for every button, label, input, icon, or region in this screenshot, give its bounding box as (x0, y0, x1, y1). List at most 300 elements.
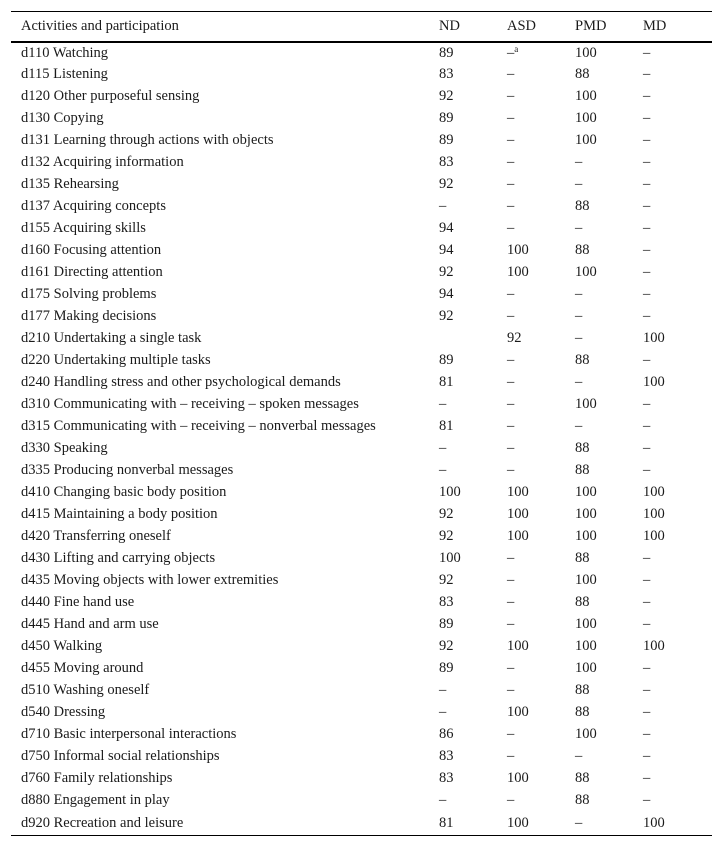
cell-pmd-text: 88 (575, 792, 590, 808)
table-row (11, 218, 712, 240)
cell-pmd (575, 262, 643, 284)
cell-nd-text: 92 (439, 638, 454, 654)
cell-activity-text: d335 Producing nonverbal messages (21, 462, 234, 478)
table-row (11, 152, 712, 174)
cell-nd-text: 81 (439, 374, 454, 390)
cell-asd-text: – (507, 66, 515, 82)
cell-md-text: 100 (643, 814, 665, 831)
cell-nd-text: 83 (439, 66, 454, 82)
header-pmd: PMD (575, 12, 643, 42)
cell-asd-text: – (507, 110, 515, 126)
table-row (11, 86, 712, 108)
cell-activity-text: d135 Rehearsing (21, 176, 119, 192)
cell-nd (439, 702, 507, 724)
cell-asd (507, 64, 575, 86)
cell-nd (439, 504, 507, 526)
cell-activity-text: d710 Basic interpersonal interactions (21, 726, 237, 742)
cell-md-text: – (643, 88, 651, 104)
cell-pmd-text: – (575, 330, 583, 346)
cell-activity-text: d310 Communicating with – receiving – spoken messages (21, 396, 359, 412)
cell-activity (11, 482, 439, 504)
cell-asd-text: – (507, 572, 515, 588)
table-row (11, 614, 712, 636)
cell-activity (11, 130, 439, 152)
cell-md-text: – (643, 418, 651, 434)
cell-asd-text: – (507, 462, 515, 478)
cell-activity-text: d177 Making decisions (21, 308, 157, 324)
cell-md (643, 240, 712, 262)
cell-md (643, 724, 712, 746)
cell-nd (439, 526, 507, 548)
cell-md (643, 812, 712, 836)
cell-asd (507, 658, 575, 680)
cell-md (643, 746, 712, 768)
cell-md (643, 658, 712, 680)
cell-md-text: – (643, 264, 651, 280)
table-row (11, 592, 712, 614)
cell-md-text: – (643, 704, 651, 720)
cell-nd-text: 89 (439, 616, 454, 632)
cell-activity-text: d210 Undertaking a single task (21, 330, 202, 346)
cell-md (643, 64, 712, 86)
table-row (11, 658, 712, 680)
cell-activity-text: d445 Hand and arm use (21, 616, 159, 632)
cell-md (643, 548, 712, 570)
cell-nd-text: 89 (439, 132, 454, 148)
cell-activity-text: d415 Maintaining a body position (21, 506, 218, 522)
cell-asd-text: 100 (507, 506, 529, 522)
cell-nd (439, 460, 507, 482)
cell-pmd (575, 416, 643, 438)
table-header (11, 12, 712, 42)
cell-asd (507, 328, 575, 350)
cell-asd (507, 790, 575, 812)
cell-md-text: – (643, 286, 651, 302)
data-table-container (11, 11, 712, 836)
cell-md-text: – (643, 726, 651, 742)
cell-nd-text: 92 (439, 308, 454, 324)
cell-activity-text: d220 Undertaking multiple tasks (21, 352, 211, 368)
cell-md-text: – (643, 352, 651, 368)
cell-nd (439, 790, 507, 812)
cell-activity (11, 240, 439, 262)
cell-nd-text: 89 (439, 110, 454, 126)
cell-activity (11, 570, 439, 592)
cell-pmd (575, 372, 643, 394)
cell-asd-text: – (507, 550, 515, 566)
cell-pmd-text: 88 (575, 352, 590, 368)
cell-pmd-text: – (575, 176, 583, 192)
cell-activity (11, 438, 439, 460)
cell-activity-text: d315 Communicating with – receiving – nonverbal messages (21, 418, 376, 434)
cell-asd (507, 812, 575, 836)
cell-asd-text: – (507, 748, 515, 764)
cell-pmd-text: 100 (575, 638, 597, 654)
cell-asd-text: – (507, 198, 515, 214)
cell-pmd (575, 482, 643, 504)
cell-md (643, 614, 712, 636)
cell-asd (507, 262, 575, 284)
cell-nd (439, 174, 507, 196)
cell-pmd-text: 88 (575, 770, 590, 786)
table-body (11, 42, 712, 836)
cell-activity-text: d115 Listening (21, 66, 108, 82)
cell-pmd (575, 240, 643, 262)
cell-md (643, 416, 712, 438)
cell-nd (439, 768, 507, 790)
cell-pmd (575, 658, 643, 680)
cell-asd-text: – (507, 220, 515, 236)
cell-nd (439, 42, 507, 64)
cell-nd (439, 746, 507, 768)
cell-nd-text: 83 (439, 154, 454, 170)
cell-nd (439, 416, 507, 438)
cell-asd-text: – (507, 682, 515, 698)
cell-asd-text: – (507, 594, 515, 610)
table-row (11, 724, 712, 746)
cell-activity (11, 526, 439, 548)
cell-pmd-text: – (575, 286, 583, 302)
table-row (11, 812, 712, 836)
cell-asd (507, 504, 575, 526)
cell-activity (11, 262, 439, 284)
cell-nd-text: 83 (439, 594, 454, 610)
table-row (11, 108, 712, 130)
cell-pmd (575, 768, 643, 790)
cell-asd (507, 702, 575, 724)
cell-activity (11, 108, 439, 130)
cell-activity-text: d540 Dressing (21, 704, 106, 720)
cell-asd (507, 372, 575, 394)
cell-asd (507, 130, 575, 152)
cell-md-text: – (643, 440, 651, 456)
cell-activity (11, 196, 439, 218)
cell-md-text: – (643, 616, 651, 632)
cell-md (643, 636, 712, 658)
cell-asd-text: 100 (507, 814, 529, 831)
table-row (11, 350, 712, 372)
table-row (11, 438, 712, 460)
cell-nd (439, 262, 507, 284)
cell-activity-text: d161 Directing attention (21, 264, 163, 280)
cell-nd-text: – (439, 682, 447, 698)
cell-pmd (575, 680, 643, 702)
cell-activity (11, 658, 439, 680)
cell-nd (439, 812, 507, 836)
cell-asd (507, 350, 575, 372)
cell-activity (11, 702, 439, 724)
cell-pmd (575, 350, 643, 372)
cell-asd (507, 218, 575, 240)
cell-activity (11, 592, 439, 614)
cell-asd-text: – (507, 352, 515, 368)
cell-asd (507, 42, 575, 64)
cell-nd-text: 94 (439, 242, 454, 258)
cell-asd (507, 482, 575, 504)
cell-activity (11, 790, 439, 812)
cell-asd-text: – (507, 88, 515, 104)
cell-nd-text: – (439, 704, 447, 720)
cell-pmd (575, 570, 643, 592)
cell-nd (439, 680, 507, 702)
cell-md-text: – (643, 770, 651, 786)
cell-nd-text: 94 (439, 286, 454, 302)
cell-pmd (575, 812, 643, 836)
table-row (11, 504, 712, 526)
cell-md (643, 196, 712, 218)
cell-pmd (575, 504, 643, 526)
cell-activity-text: d132 Acquiring information (21, 154, 184, 170)
cell-md (643, 86, 712, 108)
cell-md (643, 790, 712, 812)
cell-activity (11, 680, 439, 702)
cell-pmd-text: – (575, 374, 583, 390)
cell-activity (11, 724, 439, 746)
cell-nd-text: 89 (439, 352, 454, 368)
cell-pmd-text: – (575, 418, 583, 434)
cell-activity-text: d155 Acquiring skills (21, 220, 146, 236)
cell-md (643, 152, 712, 174)
table-row (11, 702, 712, 724)
cell-pmd-text: 100 (575, 506, 597, 522)
cell-nd (439, 284, 507, 306)
cell-nd (439, 372, 507, 394)
cell-pmd-text: – (575, 814, 583, 831)
table-row (11, 790, 712, 812)
cell-nd-text: 92 (439, 264, 454, 280)
cell-activity (11, 614, 439, 636)
cell-nd-text: 100 (439, 550, 461, 566)
cell-pmd-text: 88 (575, 440, 590, 456)
cell-pmd (575, 614, 643, 636)
table-row (11, 262, 712, 284)
table-row (11, 768, 712, 790)
cell-pmd-text: 100 (575, 264, 597, 280)
cell-pmd-text: 100 (575, 660, 597, 676)
cell-md-text: 100 (643, 528, 665, 544)
cell-md-text: – (643, 110, 651, 126)
cell-nd-text: – (439, 198, 447, 214)
cell-md (643, 262, 712, 284)
cell-activity-text: d435 Moving objects with lower extremities (21, 572, 279, 588)
cell-pmd (575, 196, 643, 218)
table-row (11, 372, 712, 394)
table-row (11, 328, 712, 350)
cell-activity-text: d137 Acquiring concepts (21, 198, 166, 214)
cell-asd (507, 240, 575, 262)
cell-asd (507, 746, 575, 768)
cell-nd (439, 658, 507, 680)
cell-nd-text: 92 (439, 572, 454, 588)
cell-activity (11, 548, 439, 570)
cell-md-text: – (643, 44, 651, 61)
cell-pmd-text: 88 (575, 66, 590, 82)
cell-pmd (575, 460, 643, 482)
cell-md-text: – (643, 792, 651, 808)
table-row (11, 548, 712, 570)
cell-asd (507, 592, 575, 614)
cell-activity-text: d440 Fine hand use (21, 594, 135, 610)
cell-asd (507, 284, 575, 306)
table-row (11, 196, 712, 218)
cell-md-text: – (643, 220, 651, 236)
cell-md-text: – (643, 748, 651, 764)
cell-asd (507, 394, 575, 416)
cell-nd-text: 100 (439, 484, 461, 500)
cell-asd-text: – (507, 418, 515, 434)
cell-asd (507, 570, 575, 592)
cell-pmd-text: 88 (575, 242, 590, 258)
cell-activity (11, 636, 439, 658)
cell-md-text: 100 (643, 506, 665, 522)
table-row (11, 42, 712, 64)
cell-md-text: – (643, 198, 651, 214)
header-asd: ASD (507, 12, 575, 42)
cell-nd (439, 130, 507, 152)
cell-asd (507, 724, 575, 746)
cell-pmd (575, 328, 643, 350)
cell-activity (11, 174, 439, 196)
cell-md-text: – (643, 594, 651, 610)
footnote-marker: a (514, 44, 519, 54)
cell-pmd (575, 64, 643, 86)
cell-pmd-text: 100 (575, 44, 597, 61)
cell-pmd-text: – (575, 154, 583, 170)
cell-md-text: – (643, 396, 651, 412)
table-row (11, 394, 712, 416)
cell-asd (507, 306, 575, 328)
cell-asd (507, 416, 575, 438)
cell-md-text: – (643, 176, 651, 192)
cell-activity (11, 64, 439, 86)
cell-md (643, 768, 712, 790)
table-row (11, 460, 712, 482)
cell-asd (507, 196, 575, 218)
cell-activity-text: d420 Transferring oneself (21, 528, 171, 544)
cell-pmd (575, 130, 643, 152)
cell-activity-text: d455 Moving around (21, 660, 144, 676)
cell-nd-text: 81 (439, 814, 454, 831)
table-row (11, 746, 712, 768)
cell-activity (11, 416, 439, 438)
cell-asd (507, 636, 575, 658)
cell-md (643, 504, 712, 526)
cell-md (643, 42, 712, 64)
cell-nd-text: 92 (439, 176, 454, 192)
cell-asd-text: – (507, 45, 515, 61)
cell-activity-text: d760 Family relationships (21, 770, 173, 786)
cell-asd (507, 614, 575, 636)
cell-nd (439, 306, 507, 328)
cell-md (643, 702, 712, 724)
cell-activity (11, 152, 439, 174)
cell-activity-text: d430 Lifting and carrying objects (21, 550, 216, 566)
cell-nd-text: 92 (439, 506, 454, 522)
cell-asd (507, 108, 575, 130)
cell-asd (507, 768, 575, 790)
cell-pmd (575, 394, 643, 416)
cell-asd-text: – (507, 286, 515, 302)
cell-md-text: – (643, 660, 651, 676)
cell-pmd-text: 100 (575, 726, 597, 742)
cell-asd-text: – (507, 792, 515, 808)
cell-activity (11, 812, 439, 836)
cell-asd-text: – (507, 374, 515, 390)
cell-md (643, 218, 712, 240)
cell-pmd-text: 100 (575, 110, 597, 126)
table-row (11, 570, 712, 592)
cell-md (643, 328, 712, 350)
cell-nd-text: – (439, 440, 447, 456)
cell-asd-text: 100 (507, 770, 529, 786)
cell-nd-text: 92 (439, 528, 454, 544)
cell-pmd-text: 100 (575, 396, 597, 412)
cell-md-text: – (643, 154, 651, 170)
cell-pmd (575, 284, 643, 306)
cell-asd-text: – (507, 396, 515, 412)
cell-activity-text: d880 Engagement in play (21, 792, 170, 808)
cell-asd-text: – (507, 308, 515, 324)
cell-activity (11, 218, 439, 240)
cell-asd-text: 100 (507, 242, 529, 258)
cell-pmd (575, 152, 643, 174)
cell-pmd-text: 88 (575, 462, 590, 478)
cell-activity (11, 42, 439, 64)
cell-nd-text: 89 (439, 660, 454, 676)
cell-pmd-text: 88 (575, 682, 590, 698)
cell-activity (11, 394, 439, 416)
cell-pmd (575, 724, 643, 746)
cell-md-text: – (643, 550, 651, 566)
cell-md (643, 108, 712, 130)
cell-activity (11, 86, 439, 108)
cell-asd-text: – (507, 154, 515, 170)
cell-nd-text: 81 (439, 418, 454, 434)
header-nd: ND (439, 12, 507, 42)
cell-nd (439, 570, 507, 592)
cell-activity (11, 328, 439, 350)
cell-activity-text: d450 Walking (21, 638, 103, 654)
cell-pmd-text: – (575, 220, 583, 236)
cell-nd (439, 64, 507, 86)
cell-activity (11, 768, 439, 790)
cell-md-text: – (643, 66, 651, 82)
cell-pmd-text: 100 (575, 616, 597, 632)
table-row (11, 240, 712, 262)
cell-nd-text: 83 (439, 770, 454, 786)
cell-pmd (575, 306, 643, 328)
cell-asd (507, 174, 575, 196)
cell-activity (11, 746, 439, 768)
cell-pmd (575, 526, 643, 548)
cell-asd-text: – (507, 176, 515, 192)
cell-asd (507, 86, 575, 108)
cell-nd (439, 482, 507, 504)
cell-md (643, 394, 712, 416)
cell-pmd-text: 100 (575, 88, 597, 104)
cell-activity-text: d750 Informal social relationships (21, 748, 220, 764)
cell-nd (439, 548, 507, 570)
cell-nd (439, 152, 507, 174)
cell-md-text: – (643, 572, 651, 588)
cell-md-text: – (643, 682, 651, 698)
table-row (11, 636, 712, 658)
cell-pmd (575, 174, 643, 196)
cell-nd (439, 86, 507, 108)
cell-nd (439, 636, 507, 658)
cell-asd-text: – (507, 660, 515, 676)
cell-asd (507, 152, 575, 174)
